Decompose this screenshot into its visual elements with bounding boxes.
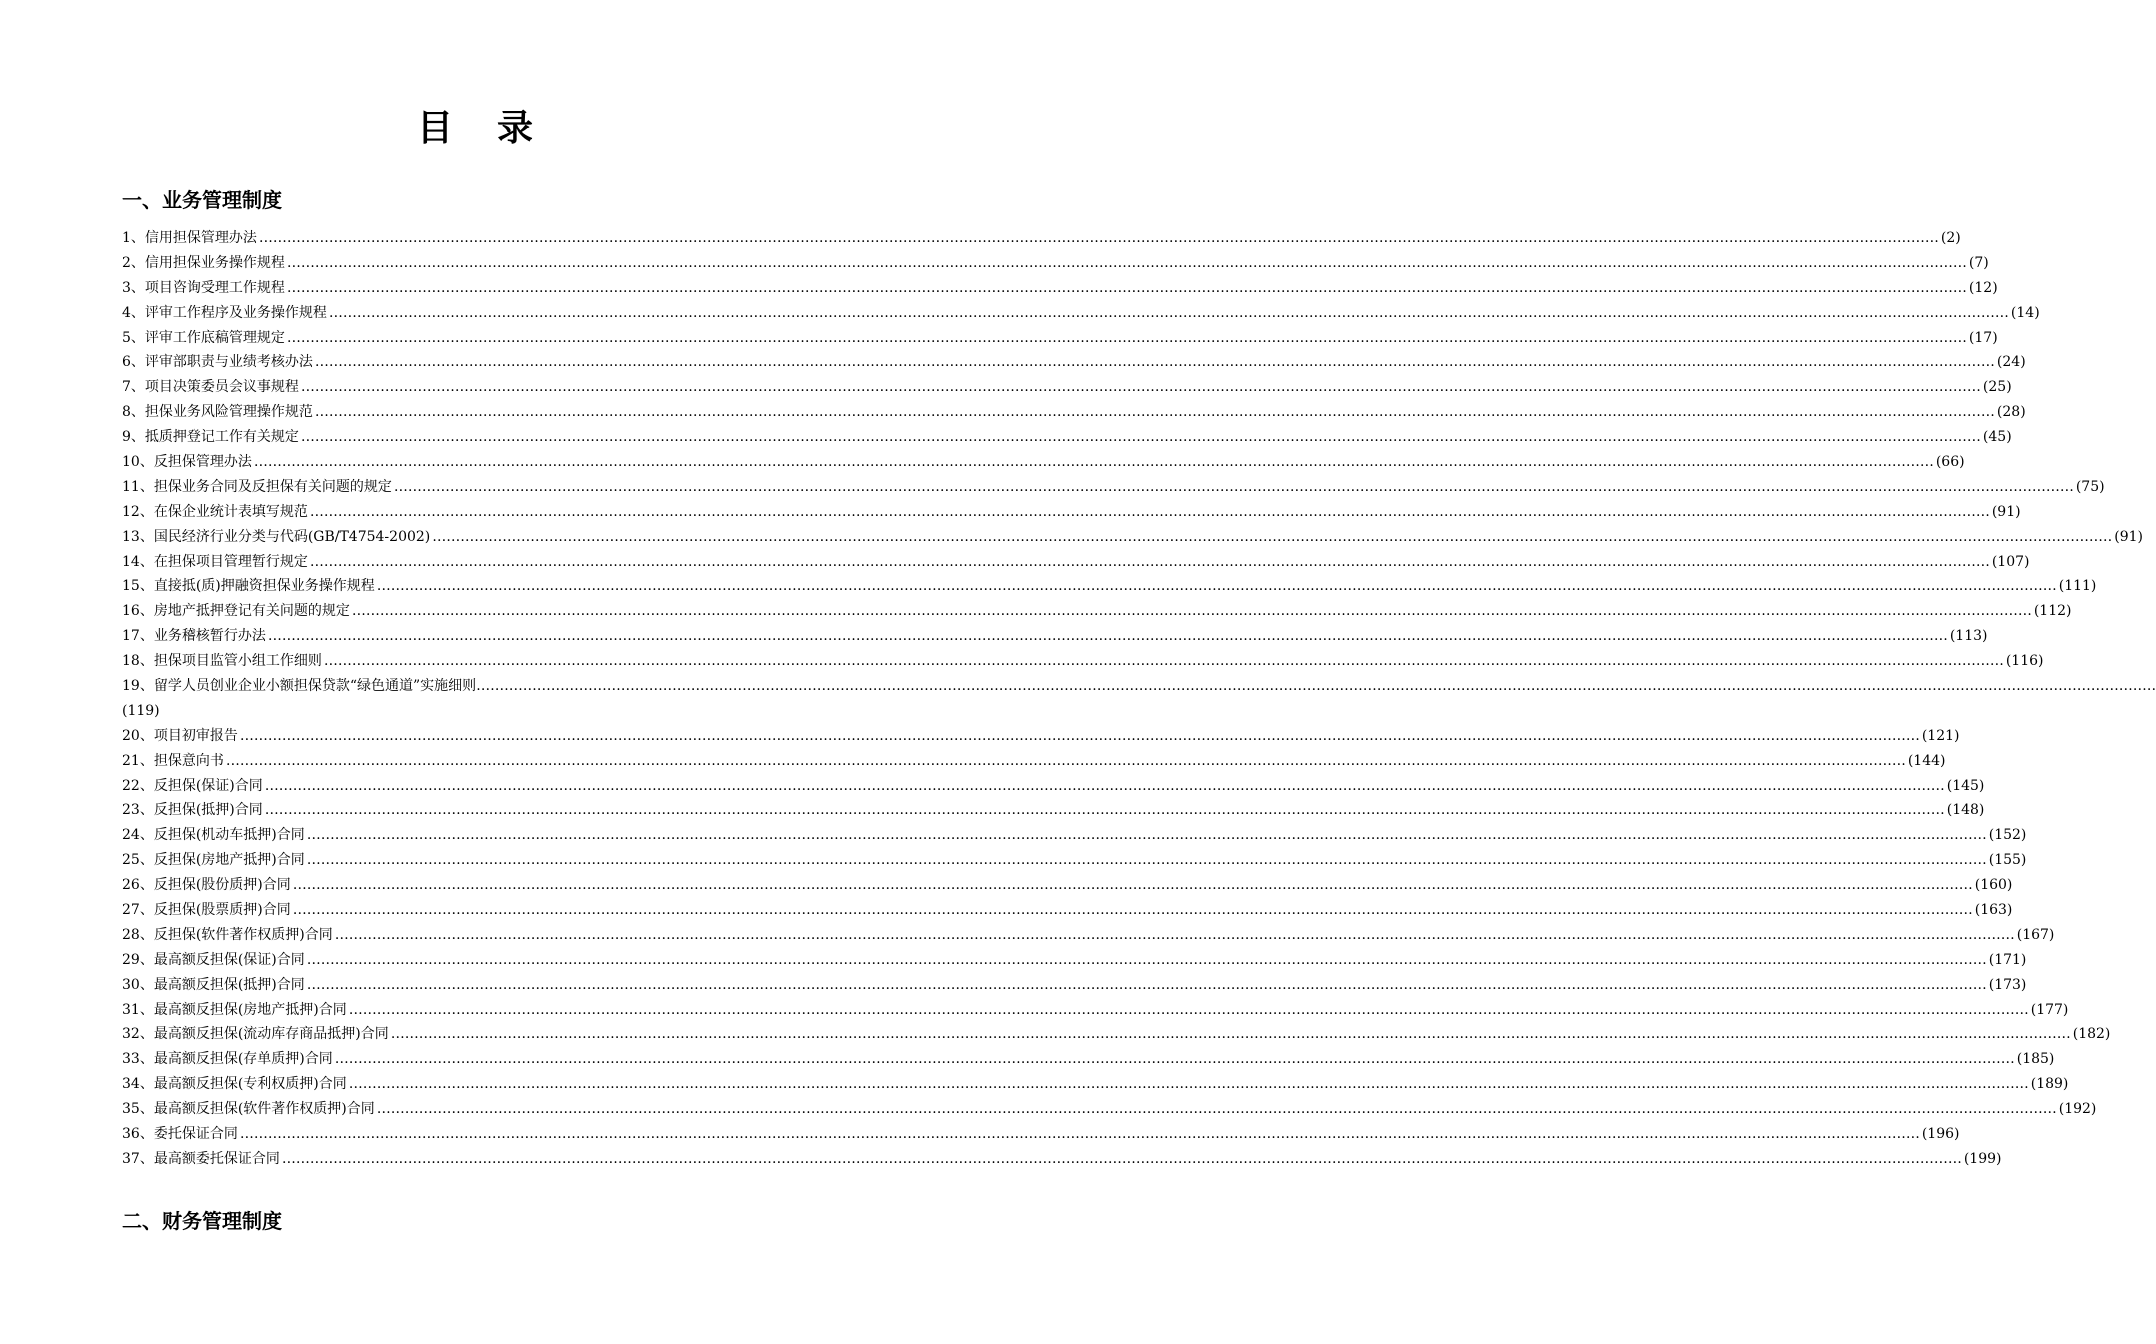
toc-page-number: (196): [1921, 1126, 1960, 1143]
toc-entry-label: 24、反担保(机动车抵押)合同: [122, 827, 305, 844]
toc-dot-leader: ………………………………………………………………………………………………………………………………………………………………………………………………………………………………………………………………………………………………………………………………: [300, 379, 1981, 396]
toc-page-number: (177): [2030, 1001, 2069, 1018]
toc-entry-label: 1、信用担保管理办法: [122, 229, 257, 246]
toc-entry-label: 6、评审部职责与业绩考核办法: [122, 354, 313, 371]
toc-dot-leader: ………………………………………………………………………………………………………………………………………………………………………………………………………………………………………………………………………………………………………………………………: [432, 528, 2113, 545]
toc-entry-label: 13、国民经济行业分类与代码(GB/T4754-2002): [122, 528, 431, 545]
toc-entry-label: 2、信用担保业务操作规程: [122, 254, 285, 271]
toc-entry-label: 18、担保项目监管小组工作细则: [122, 653, 322, 670]
toc-entry[interactable]: [122, 798, 1985, 823]
toc-entry[interactable]: [122, 375, 2012, 400]
toc-dot-leader: ………………………………………………………………………………………………………………………………………………………………………………………………………………………………………………………………………………………………………………………………: [300, 429, 1981, 446]
toc-entry[interactable]: [122, 998, 2069, 1023]
toc-entry[interactable]: [122, 774, 1985, 799]
toc-entry[interactable]: [122, 624, 1988, 649]
toc-entry-label: 9、抵质押登记工作有关规定: [122, 429, 299, 446]
toc-entry-label: 14、在担保项目管理暂行规定: [122, 553, 308, 570]
toc-entry[interactable]: [122, 525, 2144, 550]
toc-dot-leader: ………………………………………………………………………………………………………………………………………………………………………………………………………………………………………………………………………………………………………………………………: [393, 478, 2074, 495]
toc-page-number: (111): [2058, 578, 2097, 595]
toc-entry-label: 25、反担保(房地产抵押)合同: [122, 852, 305, 869]
toc-dot-leader: ………………………………………………………………………………………………………………………………………………………………………………………………………………………………………………………………………………………………………………………………: [306, 951, 1987, 968]
toc-entry[interactable]: [122, 574, 2097, 599]
toc-dot-leader: ………………………………………………………………………………………………………………………………………………………………………………………………………………………………………………………………………………………………………………………………: [258, 229, 1939, 246]
table-of-contents: [122, 226, 2156, 1172]
toc-entry[interactable]: [122, 1072, 2069, 1097]
toc-entry[interactable]: [122, 749, 1946, 774]
toc-entry[interactable]: [122, 450, 1965, 475]
toc-entry-label: 16、房地产抵押登记有关问题的规定: [122, 603, 350, 620]
toc-dot-leader: ………………………………………………………………………………………………………………………………………………………………………………………………………………………………………………………………………………………………………………………………: [253, 454, 1934, 470]
toc-entry-label: 20、项目初审报告: [122, 727, 238, 744]
toc-entry-label: 29、最高额反担保(保证)合同: [122, 951, 305, 968]
toc-entry[interactable]: [122, 400, 2026, 425]
toc-dot-leader: ………………………………………………………………………………………………………………………………………………………………………………………………………………………………………………………………………………………………………………………………: [292, 877, 1973, 894]
toc-entry-label: 19、留学人员创业企业小额担保贷款“绿色通道”实施细则: [122, 678, 477, 695]
toc-page-number: (182): [2072, 1026, 2111, 1043]
toc-entry-label: 22、反担保(保证)合同: [122, 777, 263, 794]
toc-entry[interactable]: [122, 599, 2072, 624]
toc-entry[interactable]: [122, 1047, 2055, 1072]
toc-dot-leader: ………………………………………………………………………………………………………………………………………………………………………………………………………………………………………………………………………………………………………………………………: [309, 503, 1990, 520]
toc-entry[interactable]: [122, 724, 1960, 749]
toc-entry-label: 32、最高额反担保(流动库存商品抵押)合同: [122, 1026, 389, 1043]
toc-dot-leader: ………………………………………………………………………………………………………………………………………………………………………………………………………………………………………………………………………………………………………………………………: [314, 354, 1995, 371]
toc-page-number: (144): [1907, 752, 1946, 769]
toc-entry-label: 31、最高额反担保(房地产抵押)合同: [122, 1001, 347, 1018]
toc-dot-leader: ………………………………………………………………………………………………………………………………………………………………………………………………………………………………………………………………………………………………………………………………: [286, 329, 1967, 346]
toc-page-number: (173): [1988, 976, 2027, 993]
toc-dot-leader: ………………………………………………………………………………………………………………………………………………………………………………………………………………………………………………………………………………………………………………………………: [390, 1026, 2071, 1043]
toc-page-number: (119): [122, 702, 160, 719]
toc-dot-leader: ………………………………………………………………………………………………………………………………………………………………………………………………………………………………………………………………………………………………………………………………: [225, 752, 1906, 769]
toc-entry[interactable]: [122, 898, 2013, 923]
toc-entry-label: 10、反担保管理办法: [122, 454, 252, 470]
toc-entry[interactable]: [122, 873, 2013, 898]
toc-entry-label: 33、最高额反担保(存单质押)合同: [122, 1051, 333, 1068]
toc-page-number: (199): [1963, 1150, 2002, 1167]
toc-entry-label: 37、最高额委托保证合同: [122, 1150, 280, 1167]
toc-page-number: (91): [2114, 528, 2144, 545]
toc-entry[interactable]: [122, 948, 2027, 973]
toc-dot-leader: ………………………………………………………………………………………………………………………………………………………………………………………………………………………………………………………………………………………………………………………………: [281, 1150, 1962, 1167]
toc-dot-leader: ………………………………………………………………………………………………………………………………………………………………………………………………………………………………………………………………………………………………………………………………: [323, 653, 2004, 670]
toc-entry-label: 3、项目咨询受理工作规程: [122, 279, 285, 296]
toc-page-number: (163): [1974, 902, 2013, 919]
toc-entry[interactable]: [122, 973, 2027, 998]
toc-entry[interactable]: [122, 823, 2027, 848]
toc-dot-leader: ………………………………………………………………………………………………………………………………………………………………………………………………………………………………………………………………………………………………………………………………: [306, 976, 1987, 993]
toc-entry-label: 17、业务稽核暂行办法: [122, 628, 266, 645]
toc-entry-label: 35、最高额反担保(软件著作权质押)合同: [122, 1101, 375, 1118]
toc-entry[interactable]: [122, 276, 1998, 301]
toc-page-number: (171): [1988, 951, 2027, 968]
toc-entry-label: 26、反担保(股份质押)合同: [122, 877, 291, 894]
toc-page-number: (167): [2016, 926, 2055, 943]
toc-dot-leader: ………………………………………………………………………………………………………………………………………………………………………………………………………………………………………………………………………………………………………………………………: [239, 727, 1920, 744]
toc-entry[interactable]: [122, 326, 1998, 351]
toc-page-number: (2): [1940, 229, 1961, 246]
toc-dot-leader: ………………………………………………………………………………………………………………………………………………………………………………………………………………………………………………………………………………………………………………………………: [348, 1001, 2029, 1018]
toc-dot-leader: ………………………………………………………………………………………………………………………………………………………………………………………………………………………………………………………………………………………………………………………………: [292, 902, 1973, 919]
toc-entry-label: 34、最高额反担保(专利权质押)合同: [122, 1076, 347, 1093]
toc-entry[interactable]: [122, 226, 1961, 251]
toc-dot-leader: ………………………………………………………………………………………………………………………………………………………………………………………………………………………………………………………………………………………………………………………………: [267, 628, 1948, 645]
toc-dot-leader: ………………………………………………………………………………………………………………………………………………………………………………………………………………………………………………………………………………………………………………………………: [286, 279, 1967, 296]
section-heading-business: 一、业务管理制度: [122, 188, 282, 212]
toc-entry[interactable]: [122, 1023, 2111, 1048]
toc-entry-label: 36、委托保证合同: [122, 1126, 238, 1143]
toc-entry[interactable]: [122, 475, 2105, 500]
toc-page-number: (121): [1921, 727, 1960, 744]
toc-entry[interactable]: [122, 301, 2040, 326]
toc-dot-leader: ………………………………………………………………………………………………………………………………………………………………………………………………………………………………………………………………………………………………………………………………: [314, 404, 1995, 421]
toc-page-number: (148): [1946, 802, 1985, 819]
toc-entry[interactable]: [122, 923, 2055, 948]
toc-dot-leader: ………………………………………………………………………………………………………………………………………………………………………………………………………………………………………………………………………………………………………………………………: [348, 1076, 2029, 1093]
toc-page-number: (12): [1968, 279, 1998, 296]
toc-page-number: (192): [2058, 1101, 2097, 1118]
toc-dot-leader: ………………………………………………………………………………………………………………………………………………………………………………………………………………………………………………………………………………………………………………………………: [376, 578, 2057, 595]
toc-entry-label: 28、反担保(软件著作权质押)合同: [122, 926, 333, 943]
toc-dot-leader: ………………………………………………………………………………………………………………………………………………………………………………………………………………………………………………………………………………………………………………………………: [376, 1101, 2057, 1118]
toc-entry-label: 7、项目决策委员会议事规程: [122, 379, 299, 396]
toc-entry[interactable]: [122, 649, 2044, 674]
toc-page-number: (160): [1974, 877, 2013, 894]
toc-dot-leader: ………………………………………………………………………………………………………………………………………………………………………………………………………………………………………………………………………………………………………………………………: [306, 827, 1987, 844]
toc-entry-label: 30、最高额反担保(抵押)合同: [122, 976, 305, 993]
toc-page-number: (116): [2005, 653, 2044, 670]
toc-dot-leader: ………………………………………………………………………………………………………………………………………………………………………………………………………………………………………………………………………………………………………………………………: [334, 1051, 2015, 1068]
title-char-1: 目: [416, 107, 453, 149]
toc-dot-leader: ………………………………………………………………………………………………………………………………………………………………………………………………………………………………………………………………………………………………………………………………: [334, 926, 2015, 943]
toc-entry-label: 12、在保企业统计表填写规范: [122, 503, 308, 520]
page-title: [0, 100, 950, 151]
toc-page-number: (189): [2030, 1076, 2069, 1093]
toc-entry-label: 8、担保业务风险管理操作规范: [122, 404, 313, 421]
toc-entry[interactable]: [122, 1122, 1960, 1147]
toc-page-number: (112): [2033, 603, 2072, 620]
toc-page-number: (91): [1991, 503, 2021, 520]
toc-entry[interactable]: [122, 550, 2030, 575]
toc-entry[interactable]: [122, 500, 2021, 525]
toc-dot-leader: ………………………………………………………………………………………………………………………………………………………………………………………………………………………………………………………………………………………………………………………………: [264, 777, 1945, 794]
toc-dot-leader: ………………………………………………………………………………………………………………………………………………………………………………………………………………………………………………………………………………………………………………………………: [264, 802, 1945, 819]
toc-page-number: (66): [1935, 454, 1965, 470]
title-char-2: 录: [497, 107, 534, 149]
toc-entry-label: 15、直接抵(质)押融资担保业务操作规程: [122, 578, 375, 595]
toc-dot-leader: ………………………………………………………………………………………………………………………………………………………………………………………………………………………………………………………………………………………………………………………………: [351, 603, 2032, 620]
toc-page-number: (107): [1991, 553, 2030, 570]
toc-page-number: (152): [1988, 827, 2027, 844]
toc-entry[interactable]: [122, 1097, 2097, 1122]
toc-entry[interactable]: [122, 425, 2012, 450]
toc-entry-label: 4、评审工作程序及业务操作规程: [122, 304, 327, 321]
toc-dot-leader: ………………………………………………………………………………………………………………………………………………………………………………………………………………………………………………………………………………………………………………………………: [306, 852, 1987, 869]
toc-page-number: (25): [1982, 379, 2012, 396]
toc-page-number: (28): [1996, 404, 2026, 421]
toc-dot-leader: ………………………………………………………………………………………………………………………………………………………………………………………………………………………………………………………………………………………………………………………………: [309, 553, 1990, 570]
toc-entry[interactable]: [122, 674, 2156, 724]
toc-page-number: (155): [1988, 852, 2027, 869]
toc-entry[interactable]: [122, 251, 1989, 276]
toc-entry-label: 23、反担保(抵押)合同: [122, 802, 263, 819]
toc-entry[interactable]: [122, 1147, 2002, 1172]
toc-page-number: (7): [1968, 254, 1989, 271]
toc-entry-label: 5、评审工作底稿管理规定: [122, 329, 285, 346]
toc-page-number: (17): [1968, 329, 1998, 346]
toc-page-number: (113): [1949, 628, 1988, 645]
toc-page-number: (45): [1982, 429, 2012, 446]
toc-dot-leader: ………………………………………………………………………………………………………………………………………………………………………………………………………………………………………………………………………………………………………………………………: [476, 678, 2156, 695]
toc-page-number: (75): [2075, 478, 2105, 495]
toc-dot-leader: ………………………………………………………………………………………………………………………………………………………………………………………………………………………………………………………………………………………………………………………………: [239, 1126, 1920, 1143]
toc-entry-label: 21、担保意向书: [122, 752, 224, 769]
toc-page-number: (145): [1946, 777, 1985, 794]
toc-dot-leader: ………………………………………………………………………………………………………………………………………………………………………………………………………………………………………………………………………………………………………………………………: [328, 304, 2009, 321]
toc-entry-label: 27、反担保(股票质押)合同: [122, 902, 291, 919]
toc-entry-label: 11、担保业务合同及反担保有关问题的规定: [122, 478, 392, 495]
section-heading-finance: 二、财务管理制度: [122, 1209, 282, 1233]
toc-dot-leader: ………………………………………………………………………………………………………………………………………………………………………………………………………………………………………………………………………………………………………………………………: [286, 254, 1967, 271]
toc-page-number: (24): [1996, 354, 2026, 371]
toc-page-number: (14): [2010, 304, 2040, 321]
toc-entry[interactable]: [122, 350, 2026, 375]
toc-entry[interactable]: [122, 848, 2027, 873]
toc-page-number: (185): [2016, 1051, 2055, 1068]
